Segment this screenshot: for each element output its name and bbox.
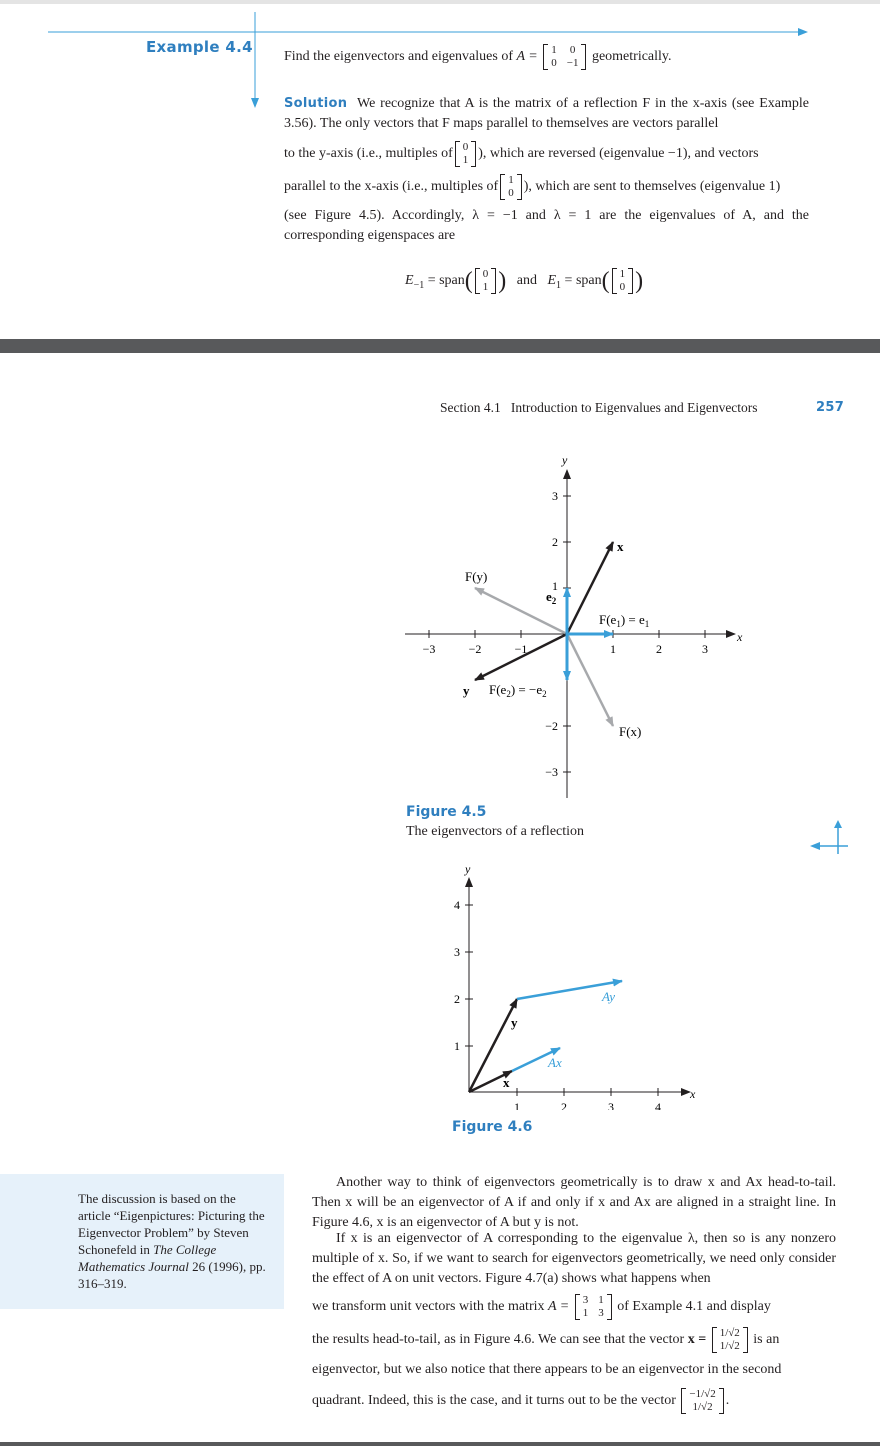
x-tick-3: 3 <box>608 1100 614 1110</box>
x-tick-neg3: −3 <box>422 642 436 656</box>
body-line-c: eigenvector, but we also notice that there appears to be an eigenvector in the second <box>312 1362 782 1377</box>
axes-icon <box>808 818 850 858</box>
running-header: Section 4.1 Introduction to Eigenvalues and Eigenvectors <box>440 400 758 415</box>
page-number: 257 <box>816 400 845 415</box>
label-y: y <box>463 683 470 698</box>
label-F-of-y: F(y) <box>465 569 488 584</box>
vector-F-of-x <box>567 634 613 726</box>
figure-4-6-label: Figure 4.6 <box>452 1119 533 1135</box>
bottom-rule <box>0 1442 880 1446</box>
x-tick-4: 4 <box>655 1100 661 1110</box>
x-axis-label: x <box>737 630 743 644</box>
body-line-a: we transform unit vectors with the matrix A = 3 1 1 3 of Example 4.1 and display <box>312 1294 771 1319</box>
x-tick-neg1: −1 <box>514 642 528 656</box>
solution-line-4: parallel to the x-axis (i.e., multiples of 1 0 ), which are sent to themselves (eigenvalue 1) <box>284 174 781 199</box>
y-tick-2: 2 <box>454 992 460 1006</box>
x-axis-label: x <box>690 1087 696 1101</box>
y-tick-neg2: −2 <box>545 719 558 733</box>
figure-4-6-plot <box>440 860 710 1110</box>
example-matrix: 1 0 0 −1 <box>543 44 586 70</box>
example-label: Example 4.4 <box>146 38 253 56</box>
y-axis-label: y <box>465 862 471 876</box>
label-F-of-x: F(x) <box>619 724 642 739</box>
label-e2: $e_2$ <box>546 589 557 606</box>
y-axis-label: y <box>562 453 568 467</box>
body-paragraph-1: Another way to think of eigenvectors geometrically is to draw x and Ax head-to-tail. Then x will be an eigenvector of A if and only if x and Ax are aligned in a straight line. In Figure 4.6, x is an eigenvector of A but y is not. <box>312 1175 836 1230</box>
y-tick-3: 3 <box>552 489 558 503</box>
y-tick-4: 4 <box>454 898 460 912</box>
figure-4-5-caption: The eigenvectors of a reflection <box>406 824 585 839</box>
label-Ay: Ay <box>602 989 615 1004</box>
figure-4-5-label: Figure 4.5 <box>406 804 487 820</box>
sidebar-note: The discussion is based on the article “Eigenpictures: Picturing the Eigenvector Problem” by Steven Schonefeld in The College Mathematics Journal 26 (1996), pp. 316–319. <box>78 1191 266 1291</box>
label-F-of-e2: $F(e_2) = -e_2$ <box>489 682 547 699</box>
x-tick-1: 1 <box>514 1100 520 1110</box>
label-F-of-e1: $F(e_1) = e_1$ <box>599 612 650 629</box>
label-y: y <box>511 1015 518 1030</box>
x-tick-neg2: −2 <box>468 642 482 656</box>
y-tick-1: 1 <box>454 1039 460 1053</box>
vector-y <box>475 634 567 680</box>
y-tick-1: 1 <box>552 579 558 593</box>
label-x: x <box>503 1075 510 1090</box>
label-x: x <box>617 539 624 554</box>
page-divider <box>0 339 880 353</box>
vector-y <box>469 999 517 1092</box>
body-line-b: the results head-to-tail, as in Figure 4.6. We can see that the vector x = 1/√2 1/√2 is an <box>312 1327 780 1352</box>
x-tick-1: 1 <box>610 642 616 656</box>
solution-paragraph-2: (see Figure 4.5). Accordingly, λ = −1 and λ = 1 are the eigenvalues of A, and the corresponding eigenspaces are <box>284 208 809 243</box>
solution-line-3: to the y-axis (i.e., multiples of 0 1 ), which are reversed (eigenvalue −1), and vectors <box>284 141 759 166</box>
x-tick-3: 3 <box>702 642 708 656</box>
example-question: Find the eigenvectors and eigenvalues of A = 1 0 0 −1 geometrically. <box>284 44 672 69</box>
x-ticks <box>514 1088 661 1110</box>
x-tick-2: 2 <box>656 642 662 656</box>
y-ticks <box>454 898 473 1053</box>
vector-F-of-y <box>475 588 567 634</box>
solution-label: Solution <box>284 96 348 111</box>
eigenspace-equation: $E_{-1}$ = span( 0 1 ) and $E_1$ = span( 1 0 ) <box>405 268 644 294</box>
label-Ax: Ax <box>548 1055 562 1070</box>
y-tick-neg3: −3 <box>545 765 558 779</box>
y-tick-3: 3 <box>454 945 460 959</box>
y-tick-2: 2 <box>552 535 558 549</box>
body-paragraph-2: If x is an eigenvector of A corresponding to the eigenvalue λ, then so is any nonzero multiple of x. So, if we want to search for eigenvectors geometrically, we need only consider the effect of A on unit vectors. Figure 4.7(a) shows what happens when <box>312 1231 836 1286</box>
solution-paragraph: Solution We recognize that A is the matrix of a reflection F in the x-axis (see Example 3.56). The only vectors that F maps parallel to themselves are vectors parallel <box>284 96 810 131</box>
x-tick-2: 2 <box>561 1100 567 1110</box>
figure-4-5-plot <box>395 450 765 805</box>
body-line-d: quadrant. Indeed, this is the case, and it turns out to be the vector −1/√2 1/√2 . <box>312 1388 730 1413</box>
